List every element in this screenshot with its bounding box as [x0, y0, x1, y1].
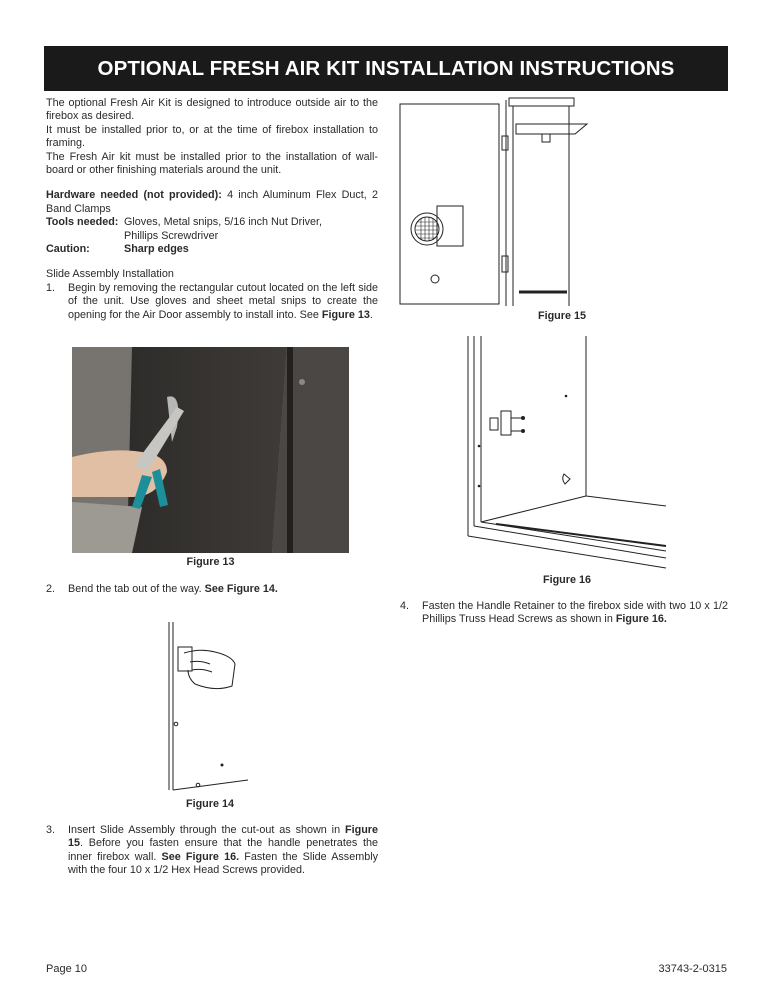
figure-13-photo: [72, 347, 349, 553]
caution-note: Caution: Sharp edges: [46, 243, 189, 256]
section-heading: Slide Assembly Installation: [46, 268, 174, 281]
figure-16-caption: Figure 16: [542, 574, 591, 586]
step-4: 4. Fasten the Handle Retainer to the firebox side with two 10 x 1/2 Phillips Truss Head Screws as shown in Figure 16.: [400, 600, 728, 626]
intro-paragraph: The optional Fresh Air Kit is designed to introduce outside air to the firebox as desired.: [46, 97, 378, 123]
intro-paragraph: It must be installed prior to, or at the time of firebox installation to framing.: [46, 123, 378, 150]
tools-needed: Tools needed: Gloves, Metal snips, 5/16 inch Nut Driver, Phillips Screwdriver: [46, 216, 323, 242]
document-code: 33743-2-0315: [658, 963, 727, 975]
page-number: Page 10: [46, 963, 87, 975]
figure-14-caption: Figure 14: [185, 798, 234, 810]
tab-bend-drawing: [160, 620, 255, 792]
figure-14-drawing: [160, 620, 255, 792]
figure-15-drawing: [397, 96, 589, 308]
figure-13-caption: Figure 13: [186, 556, 235, 568]
intro-paragraph: The Fresh Air kit must be installed prior to the installation of wall-board or other finishing materials around the unit.: [46, 150, 378, 177]
figure-16-drawing: [466, 336, 672, 570]
step-3: 3. Insert Slide Assembly through the cut-out as shown in Figure 15. Before you fasten ensure that the handle penetrates the inner firebox wall. See Figure 16. Fasten the Slide Assembly with the four 10 x 1/2 Hex Head Screws provided.: [46, 824, 379, 877]
left-column: [46, 97, 378, 322]
hardware-needed: Hardware needed (not provided): 4 inch Aluminum Flex Duct, 2 Band Clamps: [46, 189, 378, 215]
page-title: OPTIONAL FRESH AIR KIT INSTALLATION INSTRUCTIONS: [97, 56, 675, 80]
title-bar: [44, 46, 728, 91]
step-1: 1. Begin by removing the rectangular cutout located on the left side of the unit. Use gloves and sheet metal snips to create the opening for the Air Door assembly to install into. See Figure 13.: [46, 281, 378, 321]
step-2: 2. Bend the tab out of the way. See Figure 14.: [46, 583, 278, 595]
figure-15-caption: Figure 15: [537, 310, 586, 322]
snips-cutting-photo: [72, 347, 349, 553]
firebox-side-drawing: [397, 96, 589, 308]
handle-retainer-drawing: [466, 336, 672, 570]
